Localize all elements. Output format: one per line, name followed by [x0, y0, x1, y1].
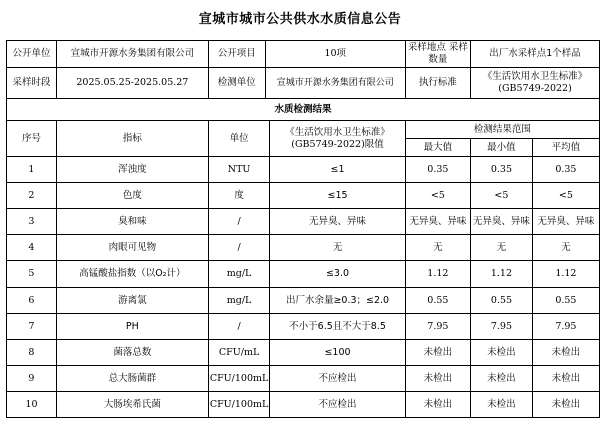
cell-indicator: 总大肠菌群	[56, 366, 208, 392]
cell-avg: 未检出	[532, 392, 599, 418]
cell-no: 5	[7, 261, 57, 288]
cell-limit: ≤1	[270, 157, 405, 183]
cell-unit: mg/L	[208, 288, 270, 314]
period-value: 2025.05.25-2025.05.27	[56, 68, 208, 99]
data-rows	[7, 157, 600, 418]
cell-limit: 不小于6.5且不大于8.5	[270, 314, 405, 340]
cell-limit: ≤3.0	[270, 261, 405, 288]
section-title: 水质检测结果	[7, 99, 600, 121]
cell-avg: 7.95	[532, 314, 599, 340]
cell-avg: <5	[532, 183, 599, 209]
cell-no: 8	[7, 340, 57, 366]
table-row	[7, 235, 600, 261]
cell-no: 4	[7, 235, 57, 261]
cell-max: 无异臭、异味	[405, 209, 470, 235]
table-row	[7, 366, 600, 392]
cell-unit: /	[208, 314, 270, 340]
cell-indicator: 游离氯	[56, 288, 208, 314]
cell-min: 1.12	[471, 261, 533, 288]
cell-unit: CFU/100mL	[208, 366, 270, 392]
cell-indicator: 高锰酸盐指数（以O₂计）	[56, 261, 208, 288]
cell-no: 7	[7, 314, 57, 340]
cell-min: 未检出	[471, 392, 533, 418]
cell-no: 1	[7, 157, 57, 183]
cell-unit: NTU	[208, 157, 270, 183]
unit-value: 宣城市开源水务集团有限公司	[56, 41, 208, 68]
cell-avg: 0.55	[532, 288, 599, 314]
table-row	[7, 183, 600, 209]
section-row	[7, 99, 600, 121]
header-indicator: 指标	[56, 121, 208, 157]
header-unit: 单位	[208, 121, 270, 157]
cell-limit: 不应检出	[270, 366, 405, 392]
cell-max: 无	[405, 235, 470, 261]
cell-max: 未检出	[405, 366, 470, 392]
cell-unit: CFU/100mL	[208, 392, 270, 418]
sample-value: 出厂水采样点1个样品	[471, 41, 600, 68]
cell-min: 无	[471, 235, 533, 261]
test-unit-value: 宣城市开源水务集团有限公司	[276, 78, 394, 88]
notice-title: 宣城市城市公共供水水质信息公告	[198, 12, 402, 27]
cell-limit: 出厂水余量≥0.3；≤2.0	[270, 288, 405, 314]
cell-no: 10	[7, 392, 57, 418]
info-row-2	[7, 68, 600, 99]
table-row	[7, 340, 600, 366]
cell-max: <5	[405, 183, 470, 209]
header-range: 检测结果范围	[405, 121, 599, 139]
cell-min: 7.95	[471, 314, 533, 340]
cell-min: 未检出	[471, 340, 533, 366]
water-quality-table	[6, 40, 600, 418]
cell-min: 0.35	[471, 157, 533, 183]
cell-no: 9	[7, 366, 57, 392]
test-unit-cell	[208, 68, 405, 99]
table-row	[7, 314, 600, 340]
table-row	[7, 392, 600, 418]
header-limit: 《生活饮用水卫生标准》(GB5749-2022)限值	[270, 121, 405, 157]
standard-value: 《生活饮用水卫生标准》(GB5749-2022)	[471, 68, 600, 99]
cell-avg: 无异臭、异味	[532, 209, 599, 235]
items-value: 10项	[324, 48, 347, 59]
cell-max: 未检出	[405, 392, 470, 418]
test-unit-label: 检测单位	[209, 68, 266, 98]
cell-indicator: 浑浊度	[56, 157, 208, 183]
cell-max: 1.12	[405, 261, 470, 288]
table-row	[7, 157, 600, 183]
table-row	[7, 209, 600, 235]
unit-label: 公开单位	[7, 41, 57, 68]
cell-limit: 无异臭、异味	[270, 209, 405, 235]
cell-unit: mg/L	[208, 261, 270, 288]
cell-no: 6	[7, 288, 57, 314]
cell-indicator: 臭和味	[56, 209, 208, 235]
cell-min: 无异臭、异味	[471, 209, 533, 235]
standard-label: 执行标准	[405, 68, 470, 99]
header-avg: 平均值	[532, 139, 599, 157]
table-row	[7, 288, 600, 314]
cell-avg: 未检出	[532, 340, 599, 366]
cell-indicator: 肉眼可见物	[56, 235, 208, 261]
cell-avg: 无	[532, 235, 599, 261]
cell-unit: CFU/mL	[208, 340, 270, 366]
cell-indicator: PH	[56, 314, 208, 340]
cell-avg: 0.35	[532, 157, 599, 183]
cell-max: 0.35	[405, 157, 470, 183]
header-min: 最小值	[471, 139, 533, 157]
cell-unit: 度	[208, 183, 270, 209]
table-row	[7, 261, 600, 288]
items-label: 公开项目	[209, 41, 266, 67]
cell-avg: 未检出	[532, 366, 599, 392]
cell-unit: /	[208, 235, 270, 261]
cell-limit: ≤15	[270, 183, 405, 209]
cell-limit: 无	[270, 235, 405, 261]
cell-min: 未检出	[471, 366, 533, 392]
info-row-1	[7, 41, 600, 68]
cell-max: 0.55	[405, 288, 470, 314]
cell-max: 7.95	[405, 314, 470, 340]
items-label-cell	[208, 41, 405, 68]
cell-unit: /	[208, 209, 270, 235]
period-label: 采样时段	[7, 68, 57, 99]
cell-indicator: 大肠埃希氏菌	[56, 392, 208, 418]
cell-avg: 1.12	[532, 261, 599, 288]
cell-no: 2	[7, 183, 57, 209]
cell-indicator: 菌落总数	[56, 340, 208, 366]
cell-max: 未检出	[405, 340, 470, 366]
header-row-1	[7, 121, 600, 139]
header-max: 最大值	[405, 139, 470, 157]
cell-min: 0.55	[471, 288, 533, 314]
sample-label: 采样地点 采样数量	[405, 41, 470, 68]
cell-limit: ≤100	[270, 340, 405, 366]
cell-limit: 不应检出	[270, 392, 405, 418]
header-no: 序号	[7, 121, 57, 157]
cell-min: <5	[471, 183, 533, 209]
cell-indicator: 色度	[56, 183, 208, 209]
cell-no: 3	[7, 209, 57, 235]
